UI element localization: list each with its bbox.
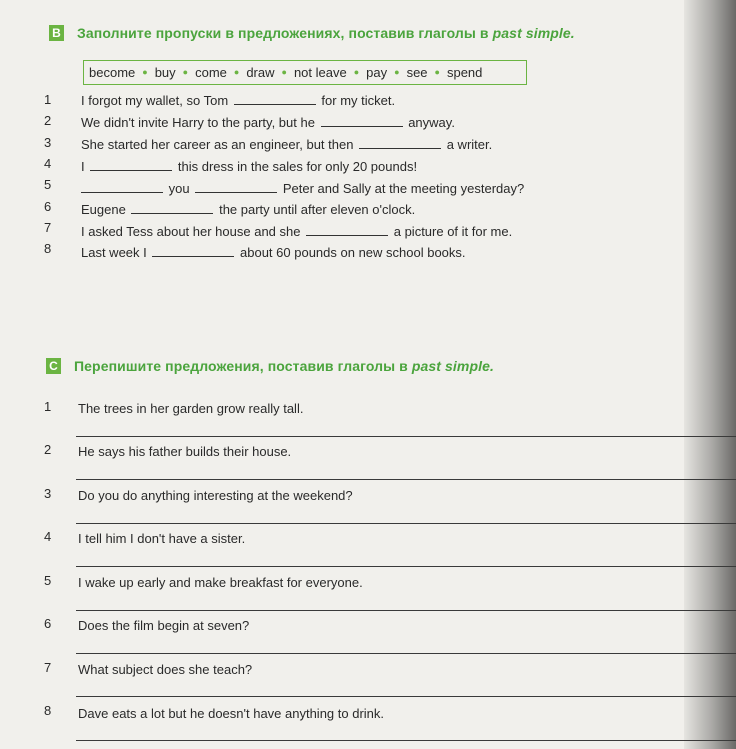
exercise-c-sentence: Does the film begin at seven? — [78, 618, 250, 633]
exercise-b-item-5 — [81, 180, 524, 196]
item-number: 2 — [44, 442, 52, 457]
bullet-icon: ● — [142, 66, 148, 77]
item-text: a picture of it for me. — [393, 224, 513, 239]
word-bank-item: not leave — [293, 65, 347, 80]
item-text: Eugene — [81, 202, 126, 217]
exercise-c-sentence: The trees in her garden grow really tall. — [78, 401, 304, 416]
bullet-icon: ● — [182, 66, 189, 77]
item-number: 4 — [44, 529, 52, 544]
word-bank-item: see — [406, 65, 428, 80]
section-b-header — [49, 25, 575, 41]
answer-line[interactable] — [76, 696, 736, 697]
answer-blank[interactable] — [195, 180, 277, 193]
item-text: I forgot my wallet, so Tom — [81, 93, 229, 108]
section-b-heading-main: Заполните пропуски в предложениях, поставив глаголы в — [77, 25, 493, 41]
item-text: the party until after eleven o'clock. — [219, 202, 416, 217]
exercise-c-sentence: Do you do anything interesting at the weekend? — [78, 488, 353, 503]
word-bank-item: come — [195, 65, 227, 80]
word-bank-item: draw — [246, 65, 275, 80]
item-text: I asked Tess about her house and she — [81, 224, 301, 239]
item-text: We didn't invite Harry to the party, but he — [81, 115, 315, 130]
item-number: 8 — [44, 241, 52, 256]
bullet-icon: ● — [434, 66, 440, 77]
answer-line[interactable] — [76, 610, 736, 611]
answer-line[interactable] — [76, 523, 736, 524]
item-number: 7 — [44, 660, 52, 675]
exercise-c-sentence: What subject does she teach? — [78, 662, 253, 677]
answer-blank[interactable] — [359, 136, 441, 149]
item-number: 8 — [44, 703, 52, 718]
section-b-heading-italic: past simple. — [492, 25, 575, 41]
answer-line[interactable] — [76, 566, 736, 567]
item-text: She started her career as an engineer, but then — [81, 137, 354, 152]
item-text: for my ticket. — [321, 93, 396, 108]
item-text: you — [168, 181, 190, 196]
answer-blank[interactable] — [131, 201, 213, 214]
item-text: Peter and Sally at the meeting yesterday? — [282, 181, 525, 196]
answer-blank[interactable] — [81, 180, 163, 193]
section-c-header — [46, 358, 494, 374]
item-number: 5 — [44, 177, 52, 192]
exercise-b-item-2 — [81, 114, 455, 130]
section-b-badge: B — [49, 25, 64, 41]
item-number: 1 — [44, 399, 52, 414]
item-text: Last week I — [81, 245, 147, 260]
bullet-icon: ● — [394, 66, 400, 77]
exercise-b-item-4 — [81, 158, 417, 174]
answer-line[interactable] — [76, 740, 736, 741]
answer-blank[interactable] — [90, 158, 172, 171]
item-number: 3 — [44, 135, 52, 150]
item-number: 6 — [44, 199, 52, 214]
answer-line[interactable] — [76, 653, 736, 654]
word-bank-item: spend — [446, 65, 483, 80]
item-number: 2 — [44, 113, 52, 128]
answer-blank[interactable] — [306, 223, 388, 236]
exercise-b-item-1 — [81, 92, 395, 108]
answer-blank[interactable] — [152, 244, 234, 257]
answer-blank[interactable] — [321, 114, 403, 127]
answer-line[interactable] — [76, 436, 736, 437]
section-c-heading-main: Перепишите предложения, поставив глаголы в — [74, 358, 412, 374]
item-text: I — [81, 159, 85, 174]
page-edge-shadow — [684, 0, 736, 749]
exercise-c-sentence: Dave eats a lot but he doesn't have anything to drink. — [78, 706, 385, 721]
word-bank-item: buy — [154, 65, 176, 80]
answer-line[interactable] — [76, 479, 736, 480]
item-text: this dress in the sales for only 20 pounds! — [177, 159, 418, 174]
exercise-b-item-8 — [81, 244, 466, 260]
exercise-c-sentence: He says his father builds their house. — [78, 444, 292, 459]
section-c-badge: C — [46, 358, 61, 374]
item-text: a writer. — [446, 137, 493, 152]
exercise-c-sentence: I tell him I don't have a sister. — [78, 531, 246, 546]
item-text: about 60 pounds on new school books. — [240, 245, 466, 260]
item-number: 3 — [44, 486, 52, 501]
item-number: 6 — [44, 616, 52, 631]
section-b-heading — [77, 25, 575, 41]
word-bank — [83, 60, 527, 85]
exercise-b-item-7 — [81, 223, 512, 239]
item-number: 4 — [44, 156, 52, 171]
bullet-icon: ● — [233, 66, 240, 77]
bullet-icon: ● — [281, 66, 287, 77]
answer-blank[interactable] — [234, 92, 316, 105]
exercise-b-item-3 — [81, 136, 492, 152]
bullet-icon: ● — [353, 66, 360, 77]
item-number: 5 — [44, 573, 52, 588]
word-bank-item: pay — [366, 65, 388, 80]
exercise-c-sentence: I wake up early and make breakfast for everyone. — [78, 575, 363, 590]
section-c-heading-italic: past simple. — [411, 358, 494, 374]
exercise-b-item-6 — [81, 201, 415, 217]
item-number: 1 — [44, 92, 52, 107]
word-bank-item: become — [89, 65, 136, 80]
item-number: 7 — [44, 220, 52, 235]
section-c-heading — [74, 358, 494, 374]
item-text: anyway. — [408, 115, 455, 130]
